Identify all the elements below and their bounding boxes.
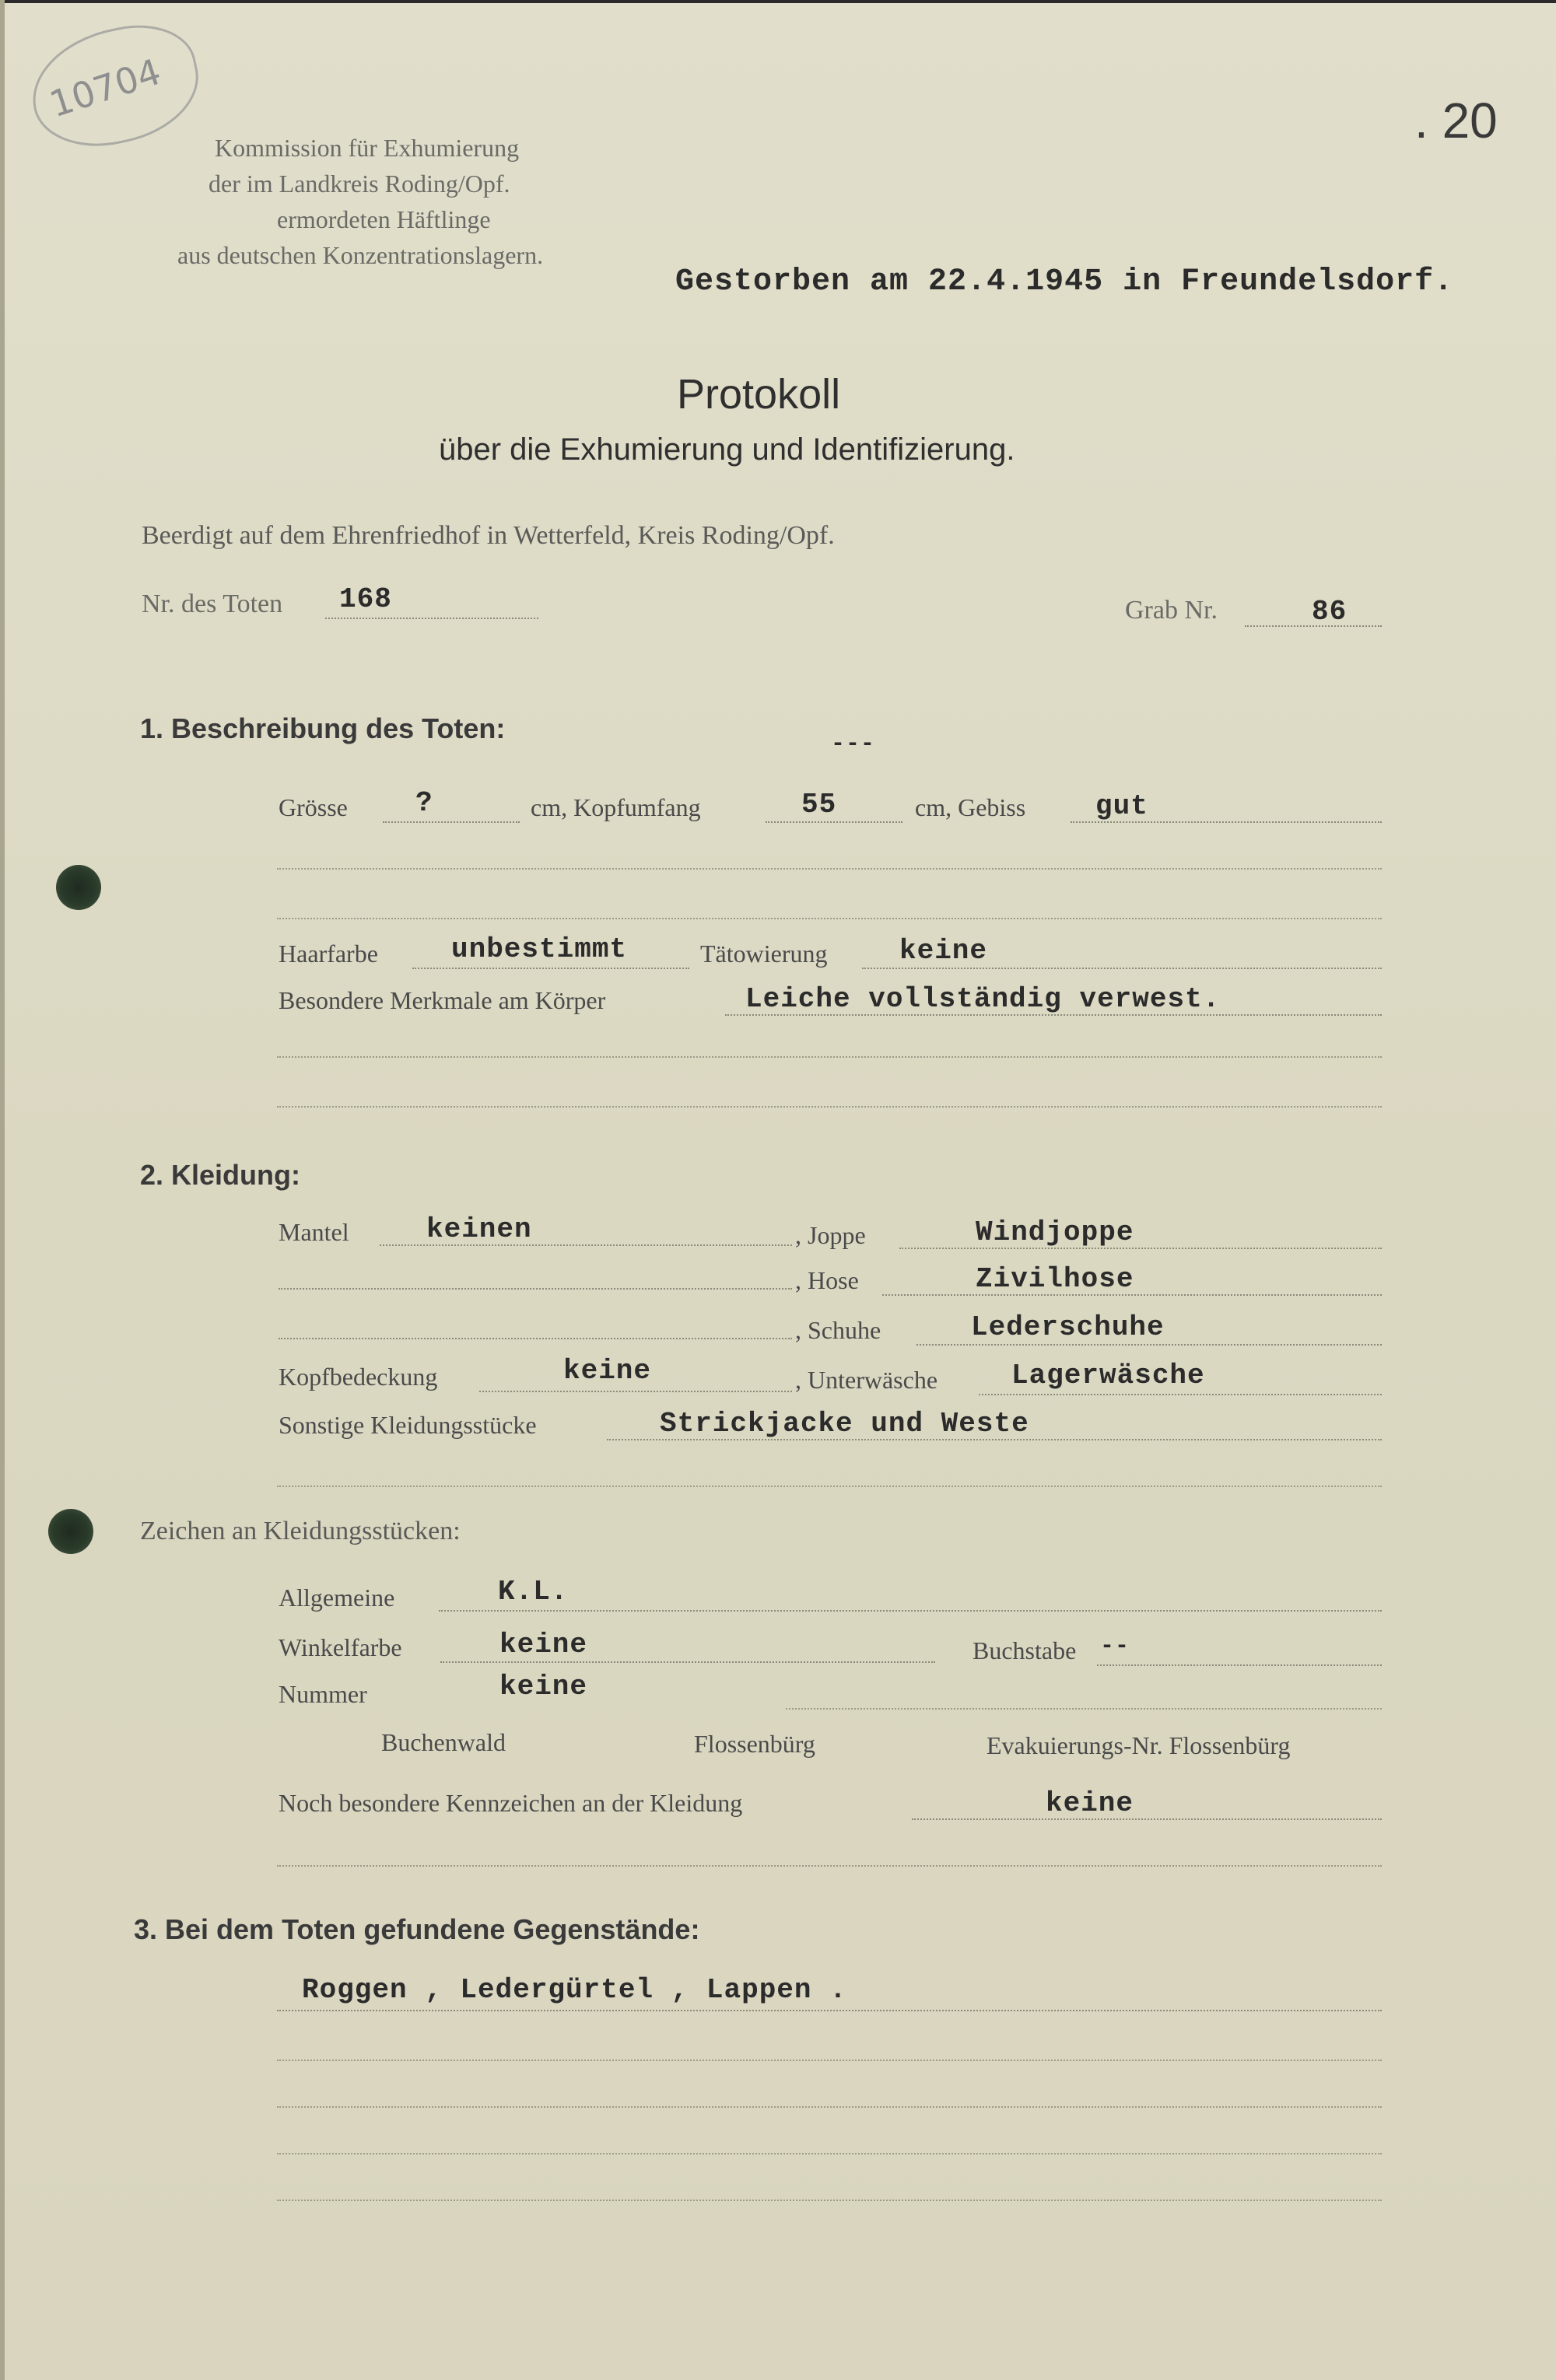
- camp-evacuation-number: Evakuierungs-Nr. Flossenbürg: [987, 1731, 1291, 1759]
- letter-label: Buchstabe: [972, 1636, 1077, 1664]
- other-marks-label: Noch besondere Kennzeichen an der Kleidung: [279, 1789, 743, 1817]
- number-value: keine: [499, 1671, 588, 1703]
- blank-line: [279, 1338, 792, 1339]
- blank-line: [277, 2060, 1382, 2061]
- letter-value: --: [1100, 1633, 1130, 1660]
- section1-heading: 1. Beschreibung des Toten:: [140, 712, 506, 744]
- page-number: . 20: [1414, 93, 1498, 149]
- head-label: cm, Kopfumfang: [531, 793, 701, 821]
- tattoo-label: Tätowierung: [700, 940, 828, 968]
- tattoo-line: [862, 968, 1382, 969]
- header-line-2: der im Landkreis Roding/Opf.: [209, 170, 510, 198]
- punch-hole: [56, 865, 101, 910]
- color-label: Winkelfarbe: [279, 1633, 402, 1661]
- blank-line: [277, 1056, 1382, 1058]
- underwear-value: Lagerwäsche: [1011, 1360, 1205, 1391]
- height-label: Grösse: [279, 793, 348, 821]
- general-line: [439, 1610, 1382, 1612]
- death-note: Gestorben am 22.4.1945 in Freundelsdorf.: [675, 264, 1454, 299]
- section2-heading: 2. Kleidung:: [140, 1159, 300, 1191]
- other-clothing-label: Sonstige Kleidungsstücke: [279, 1411, 537, 1439]
- grave-value: 86: [1312, 596, 1347, 628]
- trousers-label: , Hose: [795, 1266, 859, 1294]
- items-line: [277, 2010, 1382, 2011]
- page-subtitle: über die Exhumierung und Identifizierung.: [439, 432, 1015, 467]
- teeth-value: gut: [1095, 790, 1148, 822]
- header-line-3: ermordeten Häftlinge: [277, 205, 491, 233]
- header-line-4: aus deutschen Konzentrationslagern.: [177, 241, 544, 269]
- blank-line: [277, 918, 1382, 919]
- coat-label: Mantel: [279, 1218, 349, 1246]
- shoes-label: , Schuhe: [795, 1316, 881, 1344]
- tattoo-value: keine: [899, 935, 988, 967]
- jacket-line: [899, 1248, 1382, 1249]
- camp-buchenwald: Buchenwald: [381, 1728, 506, 1756]
- general-label: Allgemeine: [279, 1584, 395, 1612]
- archive-number: 10704: [44, 50, 166, 126]
- head-line: [766, 821, 902, 823]
- underwear-label: , Unterwäsche: [795, 1366, 938, 1394]
- page-title: Protokoll: [677, 371, 841, 418]
- color-value: keine: [499, 1629, 588, 1661]
- camp-flossenburg: Flossenbürg: [694, 1730, 815, 1758]
- teeth-label: cm, Gebiss: [915, 793, 1026, 821]
- marks-section-heading: Zeichen an Kleidungsstücken:: [140, 1517, 461, 1545]
- blank-line: [277, 1865, 1382, 1867]
- trousers-value: Zivilhose: [976, 1263, 1134, 1295]
- scan-edge-left: [0, 0, 5, 2380]
- other-clothing-value: Strickjacke und Weste: [660, 1408, 1029, 1440]
- section1-dash: ---: [831, 731, 876, 758]
- letter-line: [1097, 1664, 1382, 1666]
- blank-line: [277, 2106, 1382, 2108]
- blank-line: [277, 1486, 1382, 1487]
- header-line-1: Kommission für Exhumierung: [215, 134, 520, 162]
- number-label: Nummer: [279, 1680, 367, 1708]
- dead-no-line: [325, 618, 538, 619]
- other-marks-value: keine: [1046, 1787, 1134, 1819]
- hair-line: [412, 968, 689, 969]
- number-line: [786, 1708, 1382, 1710]
- other-marks-line: [912, 1818, 1382, 1820]
- headwear-label: Kopfbedeckung: [279, 1363, 438, 1391]
- marks-label: Besondere Merkmale am Körper: [279, 986, 606, 1014]
- blank-line: [279, 1288, 792, 1290]
- general-value: K.L.: [498, 1576, 569, 1608]
- jacket-label: , Joppe: [795, 1221, 866, 1249]
- color-line: [440, 1661, 935, 1663]
- found-items-value: Roggen , Ledergürtel , Lappen .: [302, 1974, 847, 2006]
- coat-value: keinen: [426, 1213, 532, 1245]
- blank-line: [277, 868, 1382, 870]
- jacket-value: Windjoppe: [976, 1216, 1134, 1248]
- blank-line: [277, 2153, 1382, 2154]
- marks-value: Leiche vollständig verwest.: [745, 983, 1221, 1015]
- height-value: ?: [415, 787, 433, 819]
- hair-value: unbestimmt: [451, 933, 628, 965]
- underwear-line: [979, 1394, 1382, 1395]
- shoes-value: Lederschuhe: [971, 1311, 1165, 1343]
- section3-heading: 3. Bei dem Toten gefundene Gegenstände:: [134, 1913, 700, 1945]
- hair-label: Haarfarbe: [279, 940, 378, 968]
- head-value: 55: [801, 789, 837, 821]
- dead-no-label: Nr. des Toten: [142, 590, 283, 618]
- blank-line: [277, 1106, 1382, 1108]
- height-line: [383, 821, 520, 823]
- headwear-line: [479, 1391, 792, 1392]
- burial-line: Beerdigt auf dem Ehrenfriedhof in Wetterfeld, Kreis Roding/Opf.: [142, 521, 835, 550]
- grave-label: Grab Nr.: [1125, 596, 1218, 625]
- shoes-line: [916, 1344, 1382, 1346]
- punch-hole: [48, 1509, 93, 1554]
- headwear-value: keine: [563, 1355, 652, 1387]
- scan-edge-top: [0, 0, 1556, 3]
- dead-no-value: 168: [339, 583, 392, 615]
- blank-line: [277, 2200, 1382, 2201]
